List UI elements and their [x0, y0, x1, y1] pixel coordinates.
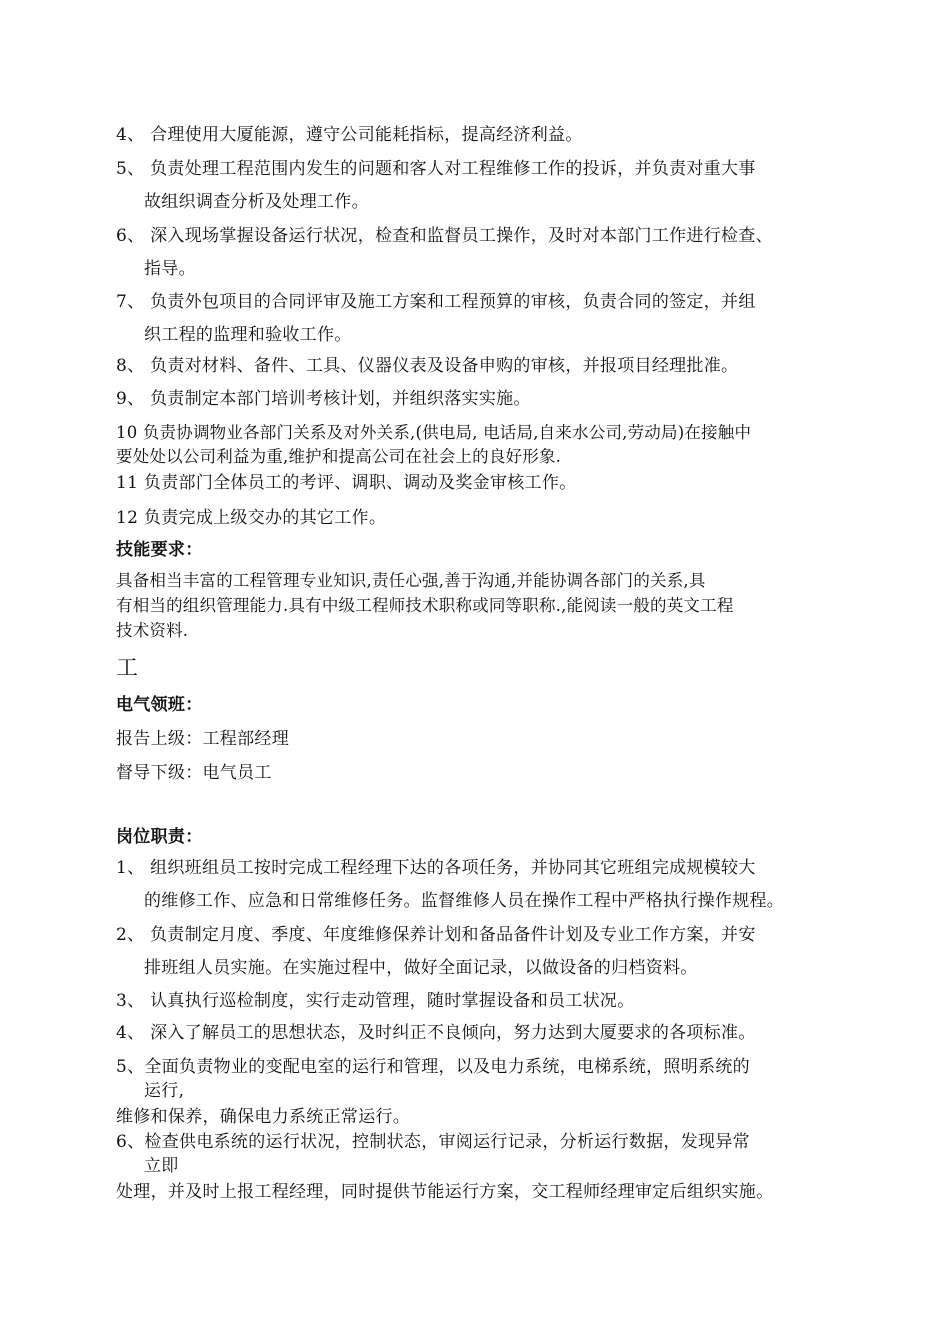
skills-line-3: 技术资料.: [116, 621, 189, 640]
duty-item-10-line1: 10 负责协调物业各部门关系及对外关系,(供电局, 电话局,自来水公司,劳动局)在接触中: [116, 423, 752, 442]
duty-item-6-line2: 指导。: [144, 259, 196, 279]
duty-5-line1: 5、全面负责物业的变配电室的运行和管理，以及电力系统，电梯系统，照明系统的: [116, 1057, 750, 1077]
section-character: 工: [116, 656, 139, 681]
duty-item-5-line2: 故组织调查分析及处理工作。: [144, 192, 369, 212]
duties-heading: 岗位职责：: [116, 827, 203, 847]
duty-item-9: 9、 负责制定本部门培训考核计划，并组织落实实施。: [116, 389, 531, 409]
duty-item-7-line2: 织工程的监理和验收工作。: [144, 325, 352, 345]
duty-6-line2: 立即: [144, 1156, 179, 1176]
position-title: 电气领班：: [116, 695, 203, 715]
duty-5-line2: 运行,: [144, 1081, 185, 1101]
skills-heading: 技能要求：: [116, 540, 203, 560]
duty-item-12: 12 负责完成上级交办的其它工作。: [116, 508, 387, 528]
duty-5-line3: 维修和保养，确保电力系统正常运行。: [116, 1107, 411, 1127]
duty-2-line2: 排班组人员实施。在实施过程中，做好全面记录，以做设备的归档资料。: [144, 958, 698, 978]
duty-item-7-line1: 7、 负责外包项目的合同评审及施工方案和工程预算的审核，负责合同的签定，并组: [116, 292, 756, 312]
duty-6-line3: 处理，并及时上报工程经理，同时提供节能运行方案，交工程师经理审定后组织实施。: [116, 1182, 774, 1202]
supervises: 督导下级：电气员工: [116, 763, 272, 783]
duty-item-10-line2: 要处处以公司利益为重,维护和提高公司在社会上的良好形象.: [116, 447, 562, 466]
duty-item-11: 11 负责部门全体员工的考评、调职、调动及奖金审核工作。: [116, 473, 577, 493]
duty-item-4: 4、 合理使用大厦能源，遵守公司能耗指标，提高经济利益。: [116, 125, 583, 145]
skills-line-2: 有相当的组织管理能力.具有中级工程师技术职称或同等职称.,能阅读一般的英文工程: [116, 596, 734, 615]
duty-6-line1: 6、检查供电系统的运行状况，控制状态，审阅运行记录，分析运行数据，发现异常: [116, 1132, 750, 1152]
duty-1-line2: 的维修工作、应急和日常维修任务。监督维修人员在操作工程中严格执行操作规程。: [144, 891, 785, 911]
duty-item-6-line1: 6、 深入现场掌握设备运行状况，检查和监督员工操作，及时对本部门工作进行检查、: [116, 226, 773, 246]
duty-1-line1: 1、 组织班组员工按时完成工程经理下达的各项任务，并协同其它班组完成规模较大: [116, 858, 756, 878]
duty-3: 3、 认真执行巡检制度，实行走动管理，随时掌握设备和员工状况。: [116, 991, 635, 1011]
duty-item-5-line1: 5、 负责处理工程范围内发生的问题和客人对工程维修工作的投诉，并负责对重大事: [116, 159, 756, 179]
skills-line-1: 具备相当丰富的工程管理专业知识,责任心强,善于沟通,并能协调各部门的关系,具: [116, 571, 706, 590]
duty-2-line1: 2、 负责制定月度、季度、年度维修保养计划和备品备件计划及专业工作方案，并安: [116, 925, 756, 945]
duty-item-8: 8、 负责对材料、备件、工具、仪器仪表及设备申购的审核，并报项目经理批准。: [116, 356, 739, 376]
reports-to: 报告上级：工程部经理: [116, 729, 289, 749]
duty-4: 4、 深入了解员工的思想状态，及时纠正不良倾向，努力达到大厦要求的各项标准。: [116, 1023, 756, 1043]
